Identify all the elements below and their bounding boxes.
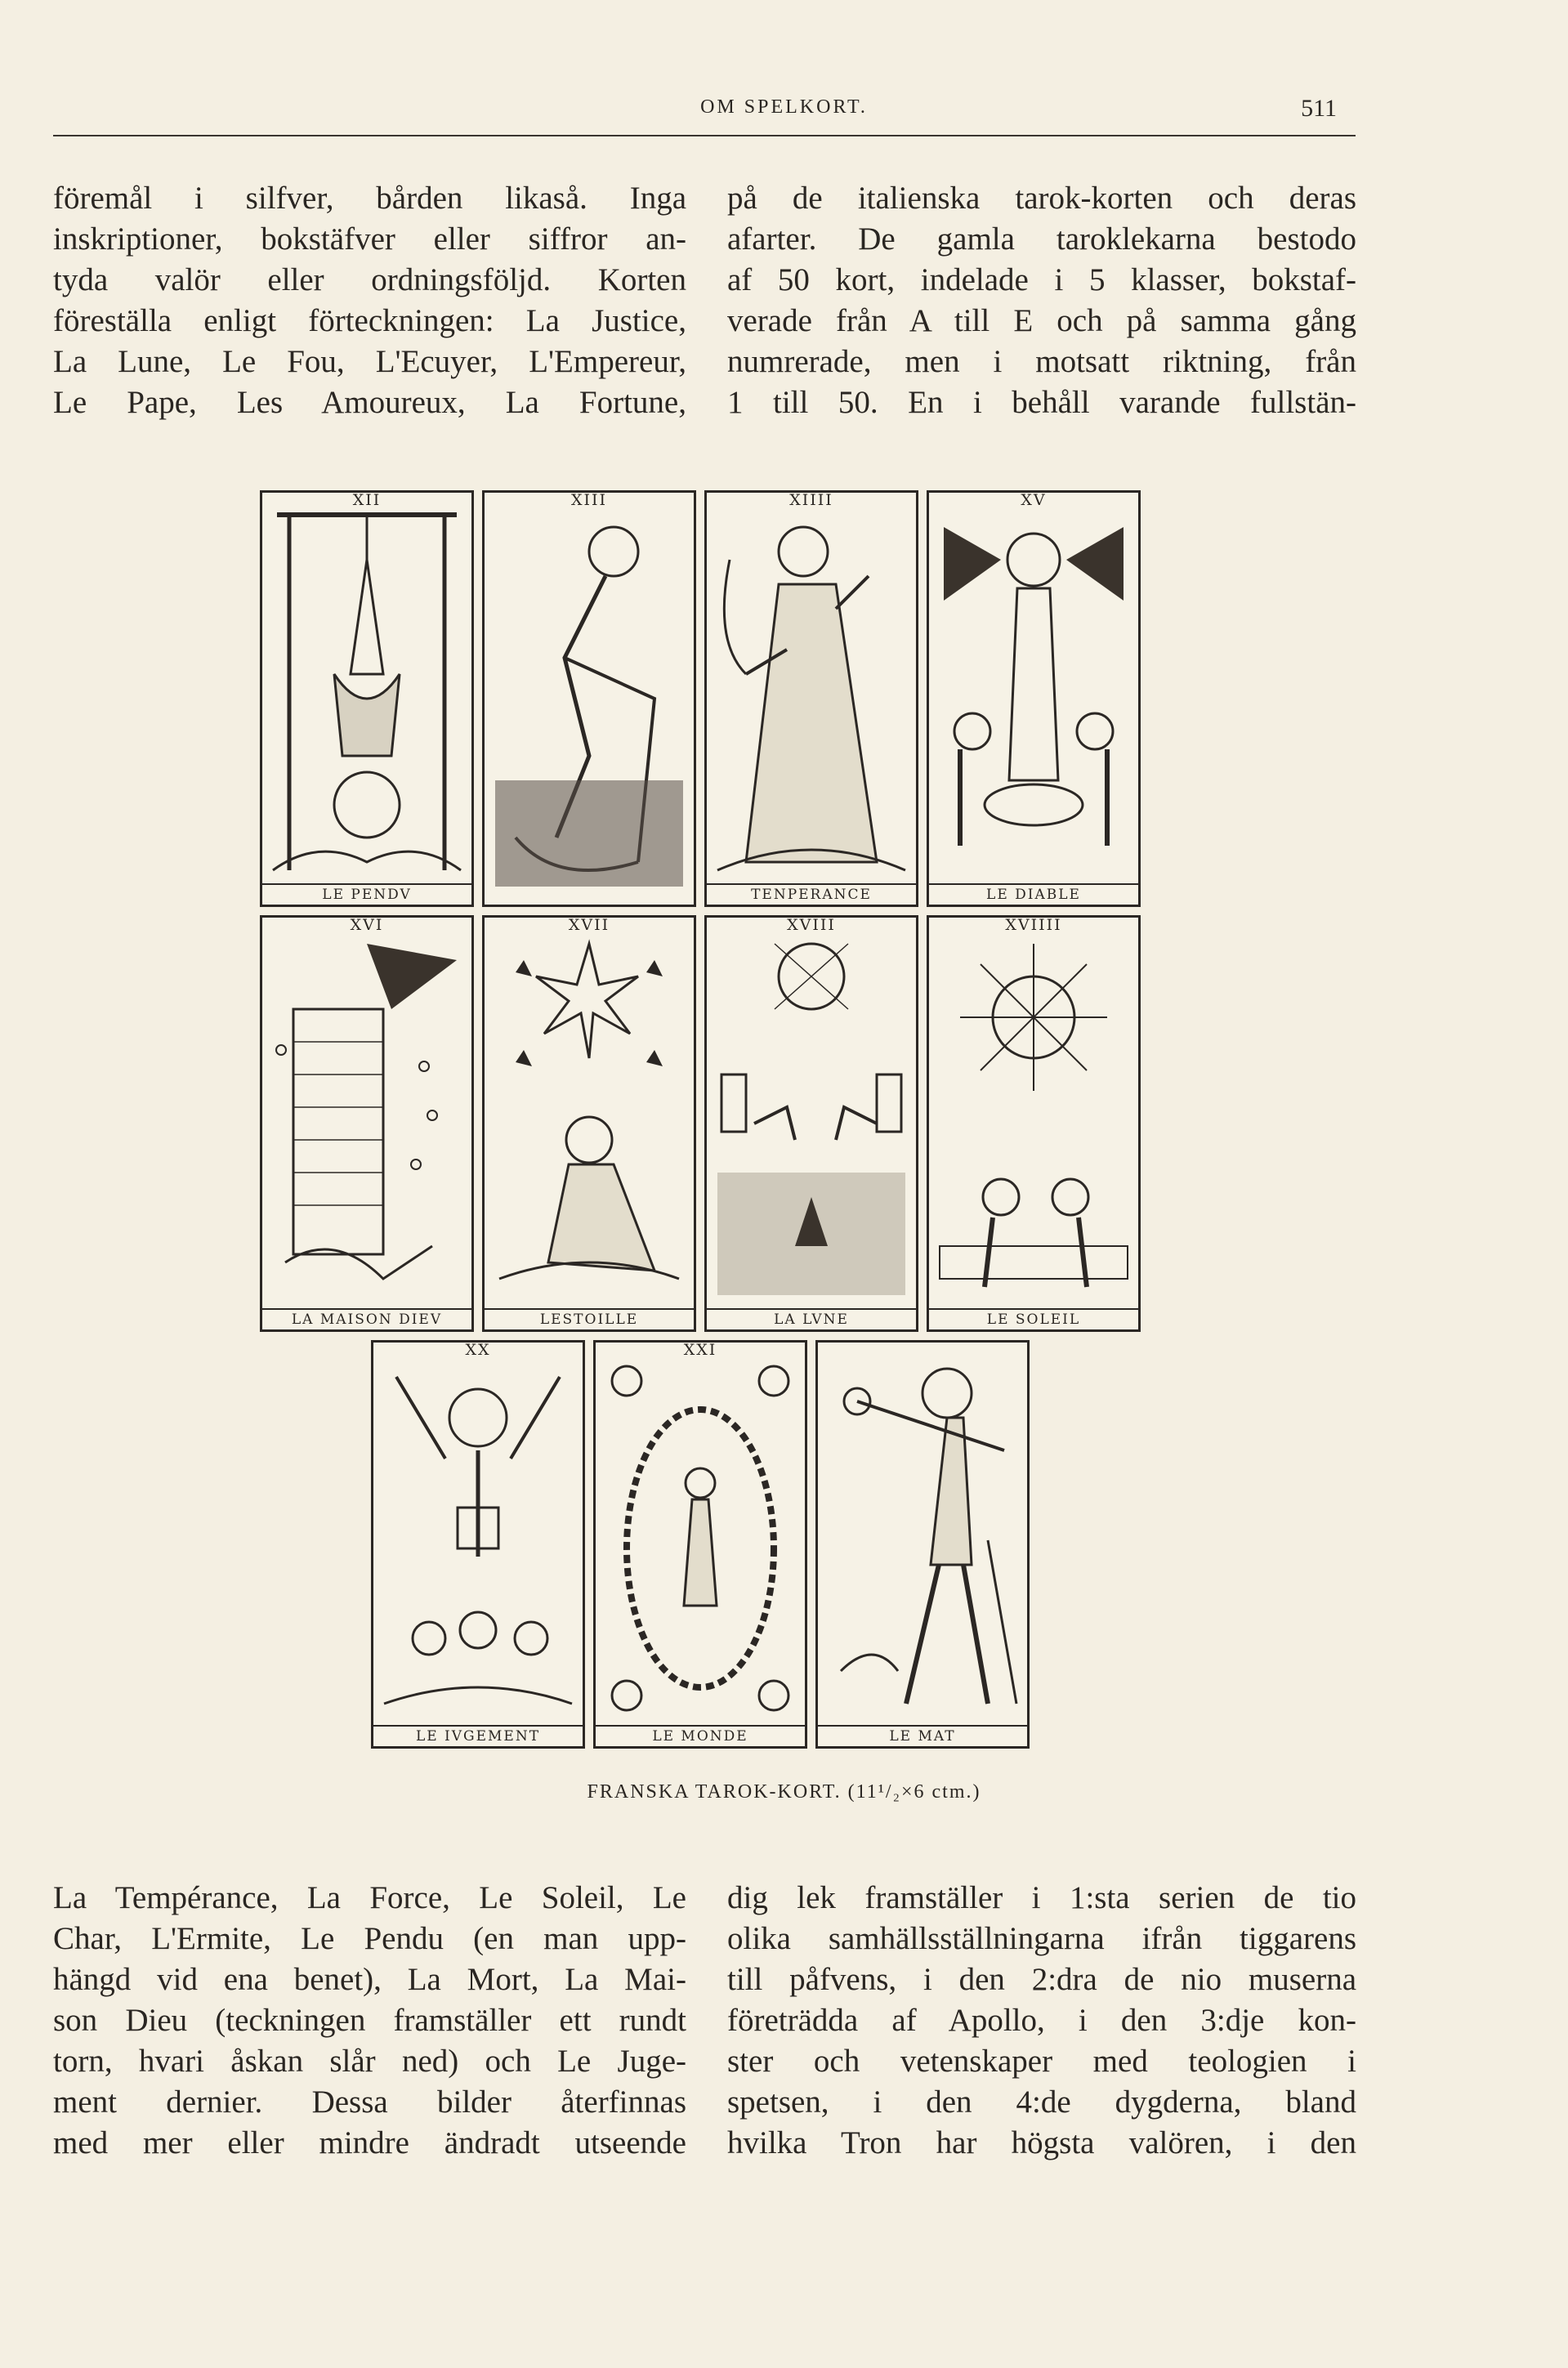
tarot-card	[927, 915, 1141, 1332]
text-line: numrerade, men i motsatt riktning, från	[727, 344, 1356, 379]
tarot-card	[260, 490, 474, 907]
card-name: LE DIABLE	[929, 883, 1138, 903]
card-number: XII	[352, 491, 382, 509]
devil-illustration	[936, 511, 1132, 878]
header-rule	[53, 135, 1356, 136]
text-line: med mer eller mindre ändradt utseende	[53, 2125, 686, 2160]
card-name: LE SOLEIL	[929, 1308, 1138, 1328]
tarot-card	[482, 490, 696, 907]
tarot-card	[482, 915, 696, 1332]
running-title: OM SPELKORT.	[700, 96, 868, 118]
text-line: La Tempérance, La Force, Le Soleil, Le	[53, 1880, 686, 1915]
sun-illustration	[936, 936, 1132, 1303]
judgement-illustration	[380, 1360, 576, 1720]
card-name: LA MAISON DIEV	[262, 1308, 471, 1328]
text-line: dig lek framställer i 1:sta serien de tio	[727, 1880, 1356, 1915]
card-name: TENPERANCE	[707, 883, 916, 903]
text-line: till påfvens, i den 2:dra de nio muserna	[727, 1962, 1356, 1997]
tarot-plate	[260, 490, 1150, 1749]
text-line: afarter. De gamla taroklekarna bestodo	[727, 221, 1356, 257]
tarot-card	[815, 1340, 1030, 1749]
text-line: Le Pape, Les Amoureux, La Fortune,	[53, 385, 686, 420]
world-illustration	[602, 1360, 798, 1720]
card-name: LE MONDE	[596, 1725, 805, 1745]
text-line: af 50 kort, indelade i 5 klasser, bokstaf-	[727, 262, 1356, 297]
text-line: torn, hvari åskan slår ned) och Le Juge-	[53, 2044, 686, 2079]
star-illustration	[491, 936, 687, 1303]
temperance-illustration	[713, 511, 909, 878]
card-number: XVIII	[787, 916, 836, 934]
card-number: XV	[1021, 491, 1047, 509]
hanged-man-illustration	[269, 511, 465, 878]
text-line: spetsen, i den 4:de dygderna, bland	[727, 2084, 1356, 2120]
card-number: XIII	[570, 491, 608, 509]
death-illustration	[491, 511, 687, 895]
text-line: 1 till 50. En i behåll varande fullstän-	[727, 385, 1356, 420]
text-line: La Lune, Le Fou, L'Ecuyer, L'Empereur,	[53, 344, 686, 379]
text-line: hängd vid ena benet), La Mort, La Mai-	[53, 1962, 686, 1997]
card-number: XVI	[350, 916, 384, 934]
card-name: LE IVGEMENT	[373, 1725, 583, 1745]
tarot-card	[704, 490, 918, 907]
text-line: hvilka Tron har högsta valören, i den	[727, 2125, 1356, 2160]
text-line: ster och vetenskaper med teologien i	[727, 2044, 1356, 2079]
card-number: XXI	[683, 1341, 717, 1359]
page-number: 511	[1301, 95, 1337, 122]
text-line: föremål i silfver, bården likaså. Inga	[53, 181, 686, 216]
text-line: olika samhällsställningarna ifrån tiggarens	[727, 1921, 1356, 1956]
text-line: son Dieu (teckningen framställer ett rundt	[53, 2003, 686, 2038]
text-line: inskriptioner, bokstäfver eller siffror an-	[53, 221, 686, 257]
bottom-left-column	[53, 1878, 686, 2164]
card-number: XVII	[568, 916, 610, 934]
card-name: LE PENDV	[262, 883, 471, 903]
tower-illustration	[269, 936, 465, 1303]
text-line: ment dernier. Dessa bilder återfinnas	[53, 2084, 686, 2120]
tarot-card	[927, 490, 1141, 907]
card-number: XIIII	[789, 491, 833, 509]
text-line: Char, L'Ermite, Le Pendu (en man upp-	[53, 1921, 686, 1956]
fool-illustration	[824, 1360, 1021, 1720]
tarot-card	[593, 1340, 807, 1749]
text-line: föreställa enligt förteckningen: La Justice,	[53, 303, 686, 338]
card-number: XX	[465, 1341, 491, 1359]
text-line: på de italienska tarok-korten och deras	[727, 181, 1356, 216]
tarot-card	[260, 915, 474, 1332]
top-right-column	[727, 178, 1356, 423]
text-line: verade från A till E och på samma gång	[727, 303, 1356, 338]
figure-caption: FRANSKA TAROK-KORT. (11¹/₂×6 ctm.)	[587, 1781, 981, 1803]
text-line: tyda valör eller ordningsföljd. Korten	[53, 262, 686, 297]
tarot-card	[371, 1340, 585, 1749]
tarot-card	[704, 915, 918, 1332]
card-name: LE MAT	[818, 1725, 1027, 1745]
card-name: LESTOILLE	[485, 1308, 694, 1328]
text-line: företrädda af Apollo, i den 3:dje kon-	[727, 2003, 1356, 2038]
top-left-column	[53, 178, 686, 423]
moon-illustration	[713, 936, 909, 1303]
card-name: LA LVNE	[707, 1308, 916, 1328]
card-number: XVIIII	[1005, 916, 1062, 934]
running-head	[0, 96, 1568, 129]
bottom-right-column	[727, 1878, 1356, 2164]
